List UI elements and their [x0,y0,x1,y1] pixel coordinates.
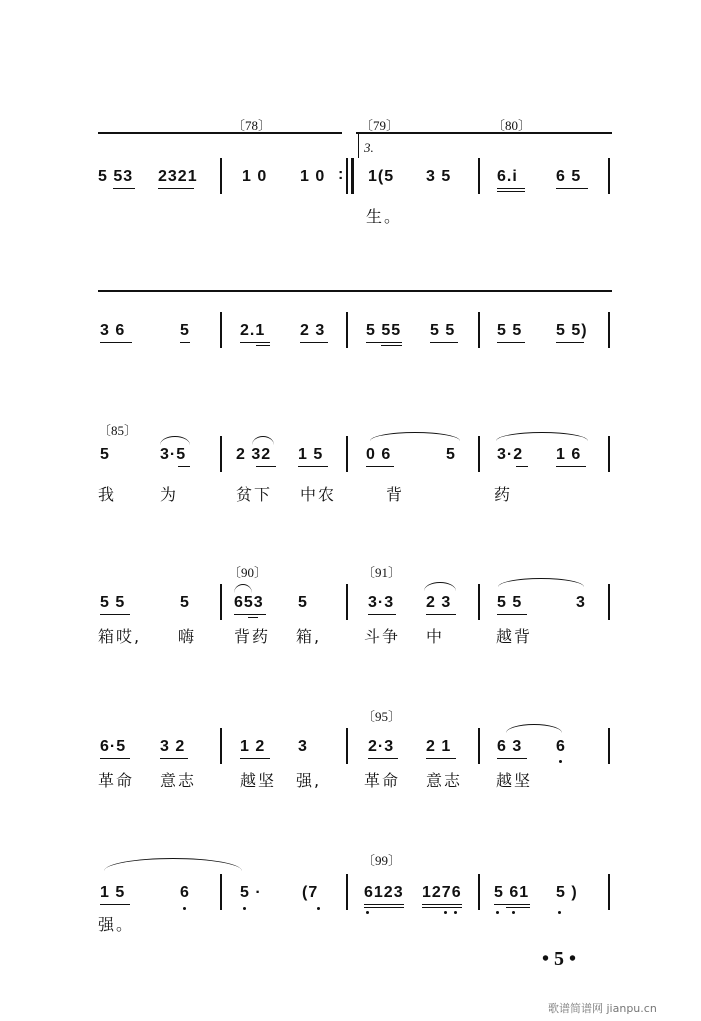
barline [220,874,222,910]
underline [422,904,462,905]
low-octave-dot [558,911,561,914]
note-group: 653 [234,594,264,611]
barline [220,728,222,764]
note-group: 2.1 [240,322,266,339]
measure-number-78: 〔78〕 [232,118,272,133]
underline [100,904,130,905]
lyric: 箱, [296,627,322,646]
note-group: 5 5 [100,594,126,611]
underline [100,342,132,343]
barline [346,874,348,910]
barline [220,584,222,620]
measure-number-99: 〔99〕 [362,853,402,868]
low-octave-dot [444,911,447,914]
note-group: 0 6 [366,446,392,463]
note-group: 6 [556,738,566,755]
note-group: 6123 [364,884,404,901]
lyric: 越坚 [240,771,277,790]
low-octave-dot [559,760,562,763]
slur [234,584,252,593]
measure-number-91: 〔91〕 [362,565,402,580]
watermark: 歌谱简谱网 jianpu.cn [548,1002,657,1015]
lyric: 意志 [160,771,197,790]
underline [422,907,462,908]
note-group: 1(5 [368,168,395,185]
note-group: 5 ) [556,884,578,901]
note-group: 5 53 [98,168,134,185]
note-group: 1 5 [298,446,324,463]
underline [300,342,328,343]
page-number: • 5 • [542,948,577,970]
note-group: 1 6 [556,446,582,463]
note-group: (7 [302,884,319,901]
underline [364,904,404,905]
lyric: 中 [426,627,445,646]
lyric: 越背 [496,627,533,646]
repeat-barline-thick [351,158,354,194]
note-group: 6 [180,884,190,901]
underline [100,758,130,759]
staff-top-line-2 [98,290,612,292]
note-group: 5 [100,446,110,463]
lyric: 嗨 [178,627,197,646]
underline [426,758,456,759]
slur [104,858,242,871]
underline [497,614,527,615]
lyric: 为 [160,485,179,504]
underline [248,617,258,618]
underline [234,614,266,615]
note-group: 3 [576,594,586,611]
repeat-barline [346,158,348,194]
measure-number-79: 〔79〕 [360,118,400,133]
barline [478,874,480,910]
barline [608,312,610,348]
underline [516,466,528,467]
note-group: 2 3 [300,322,326,339]
lyric: 箱哎, [98,627,142,646]
barline [478,436,480,472]
slur [506,724,562,733]
barline [220,436,222,472]
note-group: 5 5 [497,594,523,611]
measure-number-80: 〔80〕 [492,118,532,133]
underline [556,466,586,467]
barline [220,158,222,194]
note-group: 5 [446,446,456,463]
note-group: 3 [298,738,308,755]
slur [496,432,588,441]
note-group: 1 0 [242,168,268,185]
measure-number-85: 〔85〕 [98,423,138,438]
lyric: 强。 [98,915,135,934]
note-group: 5 [180,594,190,611]
measure-number-95: 〔95〕 [362,709,402,724]
underline [366,466,394,467]
note-group: 6·5 [100,738,127,755]
measure-number-90: 〔90〕 [228,565,268,580]
underline [366,342,402,343]
underline [426,614,456,615]
volta-bracket-line [358,134,359,158]
note-group: 6 3 [497,738,523,755]
barline [608,728,610,764]
lyric: 越坚 [496,771,533,790]
low-octave-dot [496,911,499,914]
lyric: 革命 [364,771,401,790]
low-octave-dot [243,907,246,910]
note-group: 2 32 [236,446,272,463]
note-group: 5 · [240,884,262,901]
barline [608,158,610,194]
underline [497,758,527,759]
underline [368,614,396,615]
barline [478,728,480,764]
underline [100,614,130,615]
note-group: 5 55 [366,322,402,339]
note-group: 6.i [497,168,518,185]
underline [256,345,270,346]
lyric: 我 [98,485,117,504]
lyric: 药 [494,485,513,504]
note-group: 2321 [158,168,198,185]
underline [497,342,525,343]
underline [364,907,404,908]
barline [478,158,480,194]
underline [381,345,402,346]
note-group: 5 5 [497,322,523,339]
underline [497,191,525,192]
volta-bracket-label: 3. [364,140,374,155]
low-octave-dot [454,911,457,914]
note-group: 3·3 [368,594,395,611]
barline [346,436,348,472]
low-octave-dot [317,907,320,910]
lyric: 斗争 [364,627,401,646]
underline [556,188,588,189]
staff-top-line-1 [98,132,342,134]
barline [346,728,348,764]
lyric: 强, [296,771,322,790]
note-group: 3 2 [160,738,186,755]
lyric: 生。 [366,207,403,226]
note-group: 3 5 [426,168,452,185]
note-group: 2 3 [426,594,452,611]
underline [158,188,194,189]
lyric: 背药 [234,627,271,646]
barline [346,584,348,620]
slur [370,432,460,441]
note-group: 5 5 [430,322,456,339]
note-group: 5 61 [494,884,530,901]
barline [220,312,222,348]
note-group: 6 5 [556,168,582,185]
note-group: 3·2 [497,446,524,463]
note-group: 1 0 [300,168,326,185]
underline [494,904,530,905]
underline [113,188,135,189]
note-group: 5 [298,594,308,611]
underline [430,342,458,343]
note-group: 2·3 [368,738,395,755]
barline [346,312,348,348]
note-group: 2 1 [426,738,452,755]
low-octave-dot [512,911,515,914]
note-group: 5 5) [556,322,588,339]
lyric: 背 [386,485,405,504]
low-octave-dot [183,907,186,910]
barline [608,584,610,620]
underline [180,342,190,343]
barline [608,874,610,910]
underline [240,342,270,343]
underline [497,188,525,189]
lyric: 贫下 [236,485,273,504]
underline [368,758,398,759]
lyric: 中农 [300,485,337,504]
lyric: 革命 [98,771,135,790]
underline [178,466,190,467]
slur [160,436,190,445]
slur [424,582,456,591]
note-group: 5 [180,322,190,339]
note-group: 1 5 [100,884,126,901]
underline [240,758,270,759]
lyric: 意志 [426,771,463,790]
barline [608,436,610,472]
underline [256,466,276,467]
slur [252,436,274,445]
repeat-sign: : [338,166,345,183]
barline [478,584,480,620]
barline [478,312,480,348]
note-group: 3·5 [160,446,187,463]
note-group: 3 6 [100,322,126,339]
underline [160,758,188,759]
low-octave-dot [366,911,369,914]
underline [506,907,530,908]
underline [556,342,584,343]
underline [298,466,328,467]
note-group: 1 2 [240,738,266,755]
slur [498,578,584,587]
note-group: 1276 [422,884,462,901]
